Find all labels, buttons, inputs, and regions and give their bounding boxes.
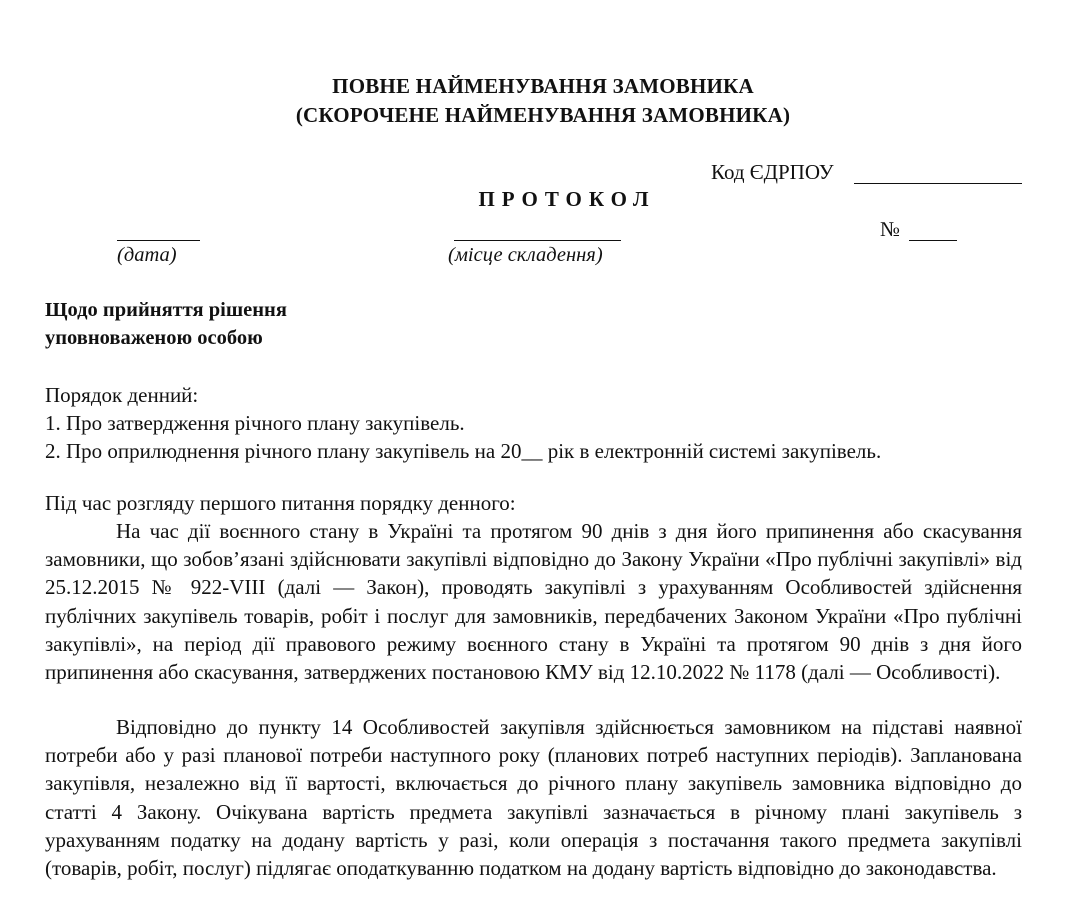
edrpou-label: Код ЄДРПОУ	[711, 160, 834, 184]
protocol-title: ПРОТОКОЛ	[478, 187, 656, 211]
agenda-item-1: 1. Про затвердження річного плану закупівель.	[45, 411, 465, 435]
discussion-intro: Під час розгляду першого питання порядку денного:	[45, 491, 516, 515]
agenda-item-2: 2. Про оприлюднення річного плану закупівель на 20__ рік в електронній системі закупівель.	[45, 439, 882, 463]
place-caption: (місце складення)	[448, 244, 603, 266]
subject-line-2: уповноваженою особою	[45, 327, 263, 349]
number-blank-line	[909, 240, 957, 241]
customer-short-name-heading: (СКОРОЧЕНЕ НАЙМЕНУВАННЯ ЗАМОВНИКА)	[295, 103, 791, 127]
date-caption: (дата)	[117, 244, 177, 266]
customer-full-name-heading: ПОВНЕ НАЙМЕНУВАННЯ ЗАМОВНИКА	[332, 74, 754, 98]
discussion-paragraph-1: На час дії воєнного стану в Україні та протягом 90 днів з дня його припинення або скасування замовники, що зобов’язані здійснювати закупівлі відповідно до Закону України «Про публічні закупівлі» від 25.12.2015 № 922-VIII (далі — Закон), проводять закупівлі з урахуванням Особливостей здійснення публічних закупівель товарів, робіт і послуг для замовників, передбачених Законом України «Про публічні закупівлі», на період дії правового режиму воєнного стану в Україні та протягом 90 днів з дня його припинення або скасування, затверджених постановою КМУ від 12.10.2022 № 1178 (далі — Особливості).	[45, 519, 1022, 685]
subject-line-1: Щодо прийняття рішення	[45, 299, 287, 321]
number-sign: №	[880, 217, 901, 241]
discussion-paragraph-2: Відповідно до пункту 14 Особливостей закупівля здійснюється замовником на підставі наявної потреби або у разі планової потреби наступного року (планових потреб наступних періодів). Запланована закупівля, незалежно від її вартості, включається до річного плану закупівель замовника відповідно до статті 4 Закону. Очікувана вартість предмета закупівлі зазначається в річному плані закупівель з урахуванням податку на додану вартість у разі, коли операція з постачання такого предмета закупівлі (товарів, робіт, послуг) підлягає оподаткуванню податком на додану вартість відповідно до законодавства.	[45, 715, 1022, 881]
agenda-heading: Порядок денний:	[45, 383, 199, 407]
edrpou-blank-line	[854, 183, 1022, 184]
